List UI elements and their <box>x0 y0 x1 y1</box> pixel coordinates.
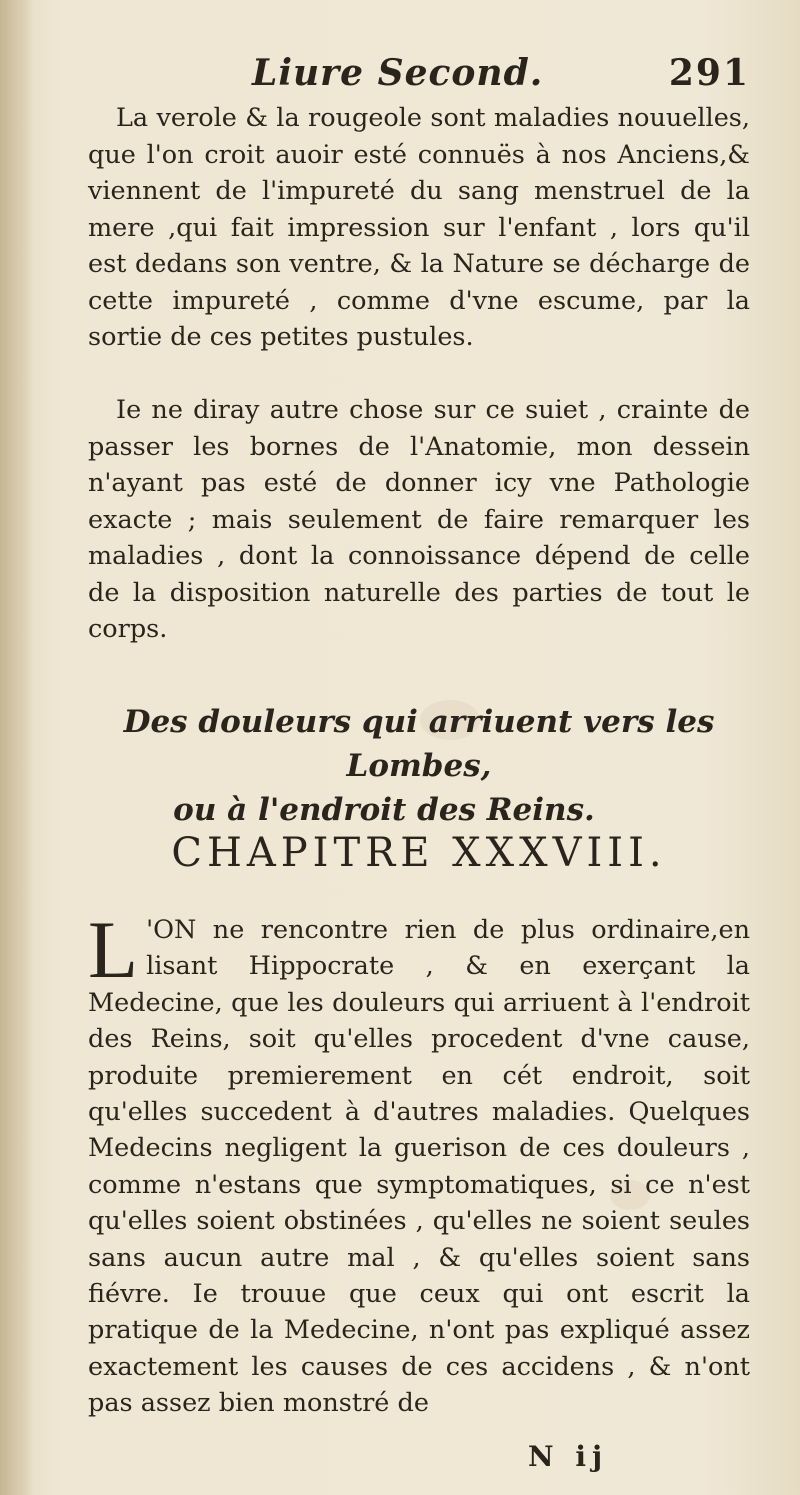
paragraph-1-text: La verole & la rougeole sont maladies nouuelles, que l'on croit auoir esté connuës à nos Anciens,& viennent de l'impureté du sang menstruel de la mere ,qui fait impression sur l'enfant , lors qu'il est dedans son ventre, & la Nature se décharge de cette impureté , comme d'vne escume, par la sortie de ces petites pustules. <box>88 103 750 352</box>
section-heading-line-2: ou à l'endroit des Reins. <box>173 792 595 828</box>
running-title: Liure Second. <box>252 52 544 94</box>
signature-mark: N ij <box>528 1440 609 1473</box>
drop-cap: L <box>88 904 139 995</box>
page-number: 291 <box>668 52 750 94</box>
paragraph-2 <box>88 392 750 648</box>
page-gutter <box>0 0 34 1495</box>
chapter-body-text: ne rencontre rien de plus ordinaire,en lisant Hippocrate , & en exerçant la Medecine, que les douleurs qui arriuent à l'endroit des Reins, soit qu'elles procedent d'vne cause, produite premierement en cét endroit, soit qu'elles succedent à d'autres maladies. Quelques Medecins negligent la guerison de ces douleurs , comme n'estans que symptomatiques, si ce n'est qu'elles soient obstinées , qu'elles ne soient seules sans aucun autre mal , & qu'elles soient sans fiévre. Ie trouue que ceux qui ont escrit la pratique de la Medecine, n'ont pas expliqué assez exactement les causes de ces accidens , & n'ont pas assez bien monstré de <box>88 915 750 1419</box>
chapter-title: CHAPITRE XXXVIII. <box>171 830 667 876</box>
section-heading <box>88 700 750 832</box>
section-heading-line-1: Des douleurs qui arriuent vers les Lombes, <box>123 704 715 784</box>
paragraph-1 <box>88 100 750 356</box>
chapter-body <box>88 904 750 1422</box>
paragraph-2-text: Ie ne diray autre chose sur ce suiet , crainte de passer les bornes de l'Anatomie, mon dessein n'ayant pas esté de donner icy vne Pathologie exacte ; mais seulement de faire remarquer les maladies , dont la connoissance dépend de celle de la disposition naturelle des parties de tout le corps. <box>88 395 750 644</box>
running-head <box>90 52 750 100</box>
chapter-lead: 'ON <box>146 915 197 945</box>
